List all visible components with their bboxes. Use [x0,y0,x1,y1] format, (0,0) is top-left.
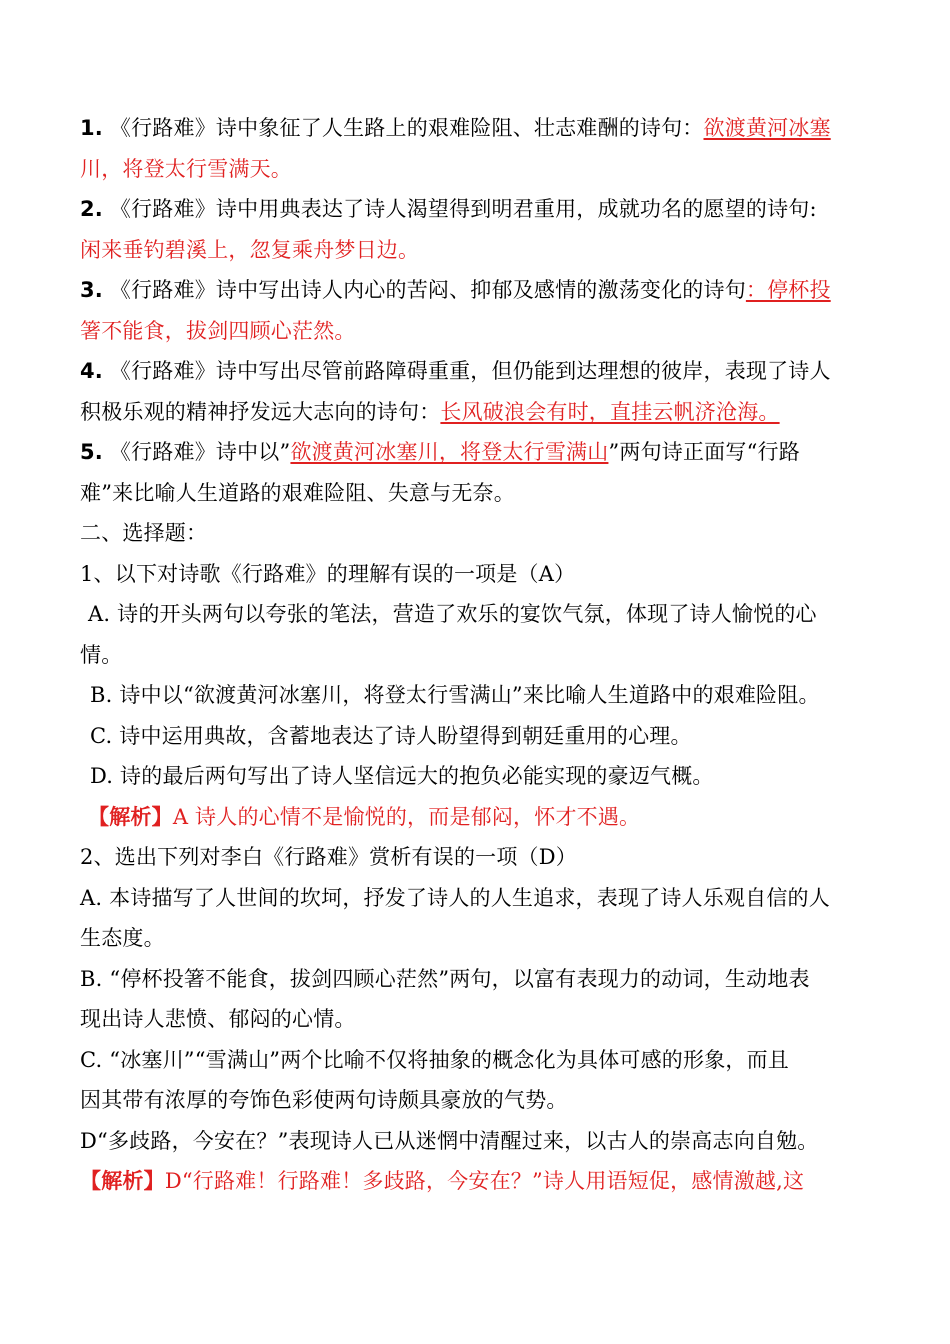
item-number: 4. [80,359,103,383]
document-page [80,108,872,1202]
item-text: 难”来比喻人生道路的艰难险阻、失意与无奈。 [80,480,515,505]
question-1-option-c: C. 诗中运用典故，含蓄地表达了诗人盼望得到朝廷重用的心理。 [90,723,692,748]
item-2-line-2 [80,230,872,271]
item-number: 1. [80,116,103,140]
item-answer: 欲渡黄河冰塞川，将登太行雪满山 [290,440,609,464]
question-2-option-d: D“多歧路，今安在？”表现诗人已从迷惘中清醒过来，以古人的崇高志向自勉。 [80,1128,819,1153]
item-answer: 长风破浪会有时，直挂云帆济沧海。 [440,399,780,424]
question-1-option-d: D. 诗的最后两句写出了诗人坚信远大的抱负必能实现的豪迈气概。 [90,764,714,788]
item-5-line-1 [80,432,872,473]
item-2-line-1 [80,189,872,230]
item-4-line-2 [80,392,872,433]
item-text: 《行路难》诗中写出尽管前路障碍重重，但仍能到达理想的彼岸，表现了诗人 [109,359,831,383]
item-text: 《行路难》诗中以” [109,440,291,464]
question-1-analysis [80,797,872,838]
question-1-option-a-cont: 情。 [80,642,123,667]
item-answer: 箸不能食，拔剑四顾心茫然。 [80,318,356,343]
analysis-text: D“行路难！行路难！多歧路，今安在？”诗人用语短促，感情激越,这 [164,1169,805,1193]
question-2-option-a-cont: 生态度。 [80,926,165,950]
section-heading: 二、选择题： [80,521,208,545]
item-text: ”两句诗正面写“行路 [608,440,800,464]
question-2-stem: 2、选出下列对李白《行路难》赏析有误的一项（D） [80,845,577,869]
question-2-analysis [80,1161,872,1202]
question-2-option-c: C. “冰塞川”“雪满山”两个比喻不仅将抽象的概念化为具体可感的形象，而且 [80,1047,790,1072]
analysis-tag: 【解析】 [80,1168,165,1193]
item-1-line-2 [80,149,872,190]
item-answer: 川，将登太行雪满天。 [80,156,292,181]
item-text: 《行路难》诗中象征了人生路上的艰难险阻、壮志难酬的诗句： [109,116,704,140]
item-answer: ：停杯投 [745,278,831,302]
item-answer: 闲来垂钓碧溪上，忽复乘舟梦日边。 [80,237,420,262]
question-2-option-b: B. “停杯投箸不能食，拔剑四顾心茫然”两句，以富有表现力的动词，生动地表 [80,966,810,991]
item-1-line-1 [80,108,872,149]
item-number: 3. [80,278,103,302]
analysis-text: A 诗人的心情不是愉悦的，而是郁闷，怀才不遇。 [172,804,641,829]
item-3-line-2 [80,311,872,352]
question-1-stem: 1、以下对诗歌《行路难》的理解有误的一项是（A） [80,561,576,586]
question-1-option-b: B. 诗中以“欲渡黄河冰塞川，将登太行雪满山”来比喻人生道路中的艰难险阻。 [90,683,820,707]
question-2-option-c-cont: 因其带有浓厚的夸饰色彩使两句诗颇具豪放的气势。 [80,1088,568,1112]
question-2-option-a: A. 本诗描写了人世间的坎坷，抒发了诗人的人生追求，表现了诗人乐观自信的人 [80,885,830,910]
item-number: 2. [80,197,103,221]
item-number: 5. [80,440,103,464]
item-answer: 欲渡黄河冰塞 [703,116,831,140]
item-text: 《行路难》诗中写出诗人内心的苦闷、抑郁及感情的激荡变化的诗句 [109,278,746,302]
item-3-line-1 [80,270,872,311]
item-4-line-1 [80,351,872,392]
analysis-tag: 【解析】 [88,803,173,829]
question-1-option-a: A. 诗的开头两句以夸张的笔法，营造了欢乐的宴饮气氛，体现了诗人愉悦的心 [88,602,817,626]
item-text: 积极乐观的精神抒发远大志向的诗句： [80,399,441,424]
item-5-line-2 [80,473,872,514]
question-2-option-b-cont: 现出诗人悲愤、郁闷的心情。 [80,1007,356,1031]
item-text: 《行路难》诗中用典表达了诗人渴望得到明君重用，成就功名的愿望的诗句: [109,197,817,221]
